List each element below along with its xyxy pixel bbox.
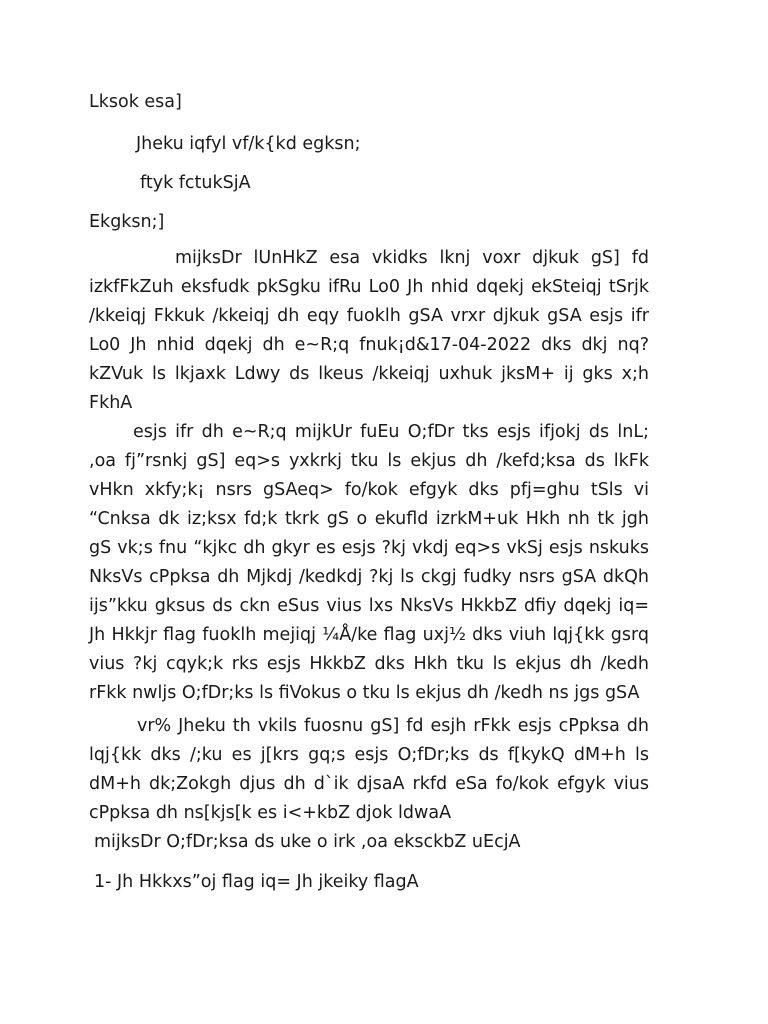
salutation: Lksok esa] [89,92,182,112]
greeting: Ekgksn;] [89,212,165,232]
district-line: ftyk fctukSjA [140,173,251,193]
paragraph-complaint: esjs ifr dh e~R;q mijkUr fuEu O;fDr tks esjs ifjokj ds lnL; ,oa fj”rsnkj gS] eq>s yxkrkj tku ls ekjus dh /kefd;ksa ds lkFk vHkn xkfy;k¡ nsrs gSAeq> fo/kok efgyk dks pfj=ghu tSls vi “Cnksa dk iz;ksx fd;k tkrk gS o ekufld izrkM+uk Hkh nh tk jgh gS vk;s fnu “kjkc dh gkyr es esjs ?kj vkdj eq>s vkSj esjs nskuks NksVs cPpksa dh Mjkdj /kedkdj ?kj ls ckgj fudky nsrs gSA dkQh ijs”kku gksus ds ckn eSus vius lxs NksVs HkkbZ dfiy dqekj iq= Jh Hkkjr flag fuoklh mejiqj ¼Å/ke flag uxj½ dks viuh lqj{kk gsrq vius ?kj cqyk;k rks esjs HkkbZ dks Hkh tku ls ekjus dh /kedh rFkk nwljs O;fDr;ks ls fiVokus o tku ls ekjus dh /kedh ns jgs gSA [89,422,649,703]
names-intro: mijksDr O;fDr;ksa ds uke o irk ,oa eksckbZ uEcjA [94,832,521,852]
addressee: Jheku iqfyl vf/k{kd egksn; [136,134,361,154]
paragraph-request: vr% Jheku th vkils fuosnu gS] fd esjh rFkk esjs cPpksa dh lqj{kk dks /;ku es j[krs gq;s esjs O;fDr;ks ds f[kykQ dM+h ls dM+h dk;Zokgh djus dh d`ik djsaA rkfd eSa fo/kok efgyk vius cPpksa dh ns[kjs[k es i<+kbZ djok ldwaA [89,716,649,823]
paragraph-incident: mijksDr lUnHkZ esa vkidks lknj voxr djkuk gS] fd izkfFkZuh eksfudk pkSgku ifRu Lo0 Jh nhid dqekj ekSteiqj tSrjk /kkeiqj Fkkuk /kkeiqj dh eqy fuoklh gSA vrxr djkuk gSA esjs ifr Lo0 Jh nhid dqekj dh e~R;q fnuk¡d&17-04-2022 dks dkj nq?kZVuk ls lkjaxk Ldwy ds lkeus /kkeiqj uxhuk jksM+ ij gks x;h FkhA [89,248,649,413]
list-item: 1- Jh Hkkxs”oj flag iq= Jh jkeiky flagA [94,872,419,892]
